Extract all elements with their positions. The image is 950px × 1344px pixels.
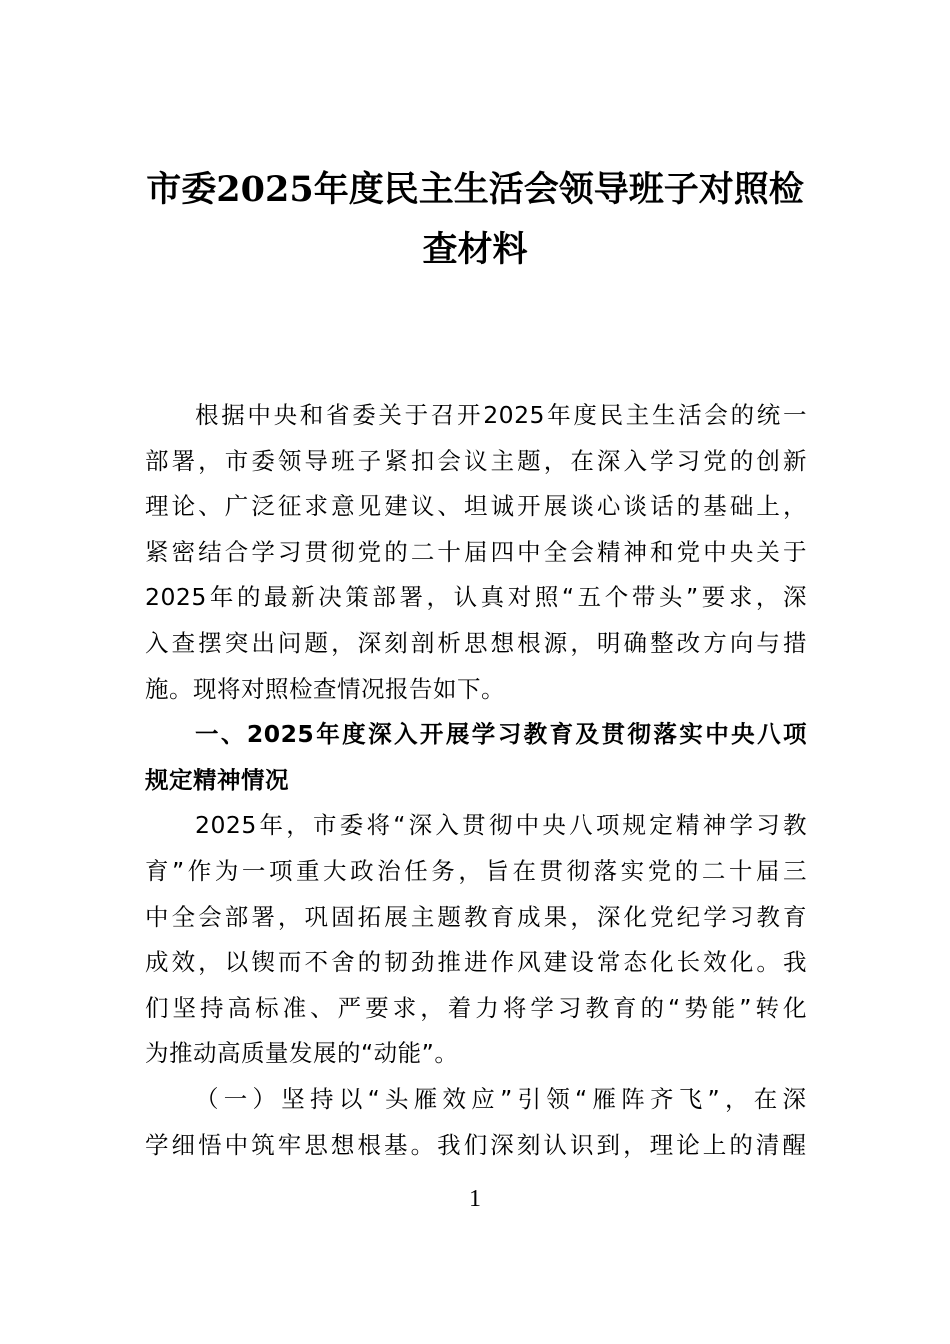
paragraph-1-line-1: 根据中央和省委关于召开2025年度民主生活会的统一 bbox=[195, 401, 807, 429]
section-heading-line-1: 一、2025年度深入开展学习教育及贯彻落实中央八项 bbox=[195, 720, 807, 749]
paragraph-1-line-2: 部署，市委领导班子紧扣会议主题，在深入学习党的创新 bbox=[145, 446, 807, 475]
document-title bbox=[140, 160, 810, 280]
paragraph-2-line-5: 们坚持高标准、严要求，着力将学习教育的“势能”转化 bbox=[145, 993, 807, 1022]
paragraph-2-line-2: 育”作为一项重大政治任务，旨在贯彻落实党的二十届三 bbox=[145, 856, 807, 885]
page-number: 1 bbox=[469, 1186, 481, 1212]
paragraph-1-line-5: 2025年的最新决策部署，认真对照“五个带头”要求，深 bbox=[145, 583, 807, 612]
paragraph-1-line-6: 入查摆突出问题，深刻剖析思想根源，明确整改方向与措 bbox=[145, 628, 807, 657]
title-line-1: 市委2025年度民主生活会领导班子对照检 bbox=[146, 169, 804, 210]
section-heading-line-2: 规定精神情况 bbox=[145, 765, 289, 794]
paragraph-2-line-6: 为推动高质量发展的“动能”。 bbox=[145, 1039, 459, 1068]
paragraph-2-line-3: 中全会部署，巩固拓展主题教育成果，深化党纪学习教育 bbox=[145, 902, 807, 931]
subsection-line-1: （一）坚持以“头雁效应”引领“雁阵齐飞”，在深 bbox=[195, 1084, 807, 1113]
paragraph-1-line-3: 理论、广泛征求意见建议、坦诚开展谈心谈话的基础上， bbox=[145, 492, 807, 521]
title-line-2: 查材料 bbox=[422, 229, 528, 270]
subsection-line-2: 学细悟中筑牢思想根基。我们深刻认识到，理论上的清醒 bbox=[145, 1130, 807, 1159]
paragraph-1-line-4: 紧密结合学习贯彻党的二十届四中全会精神和党中央关于 bbox=[145, 537, 807, 566]
paragraph-2-line-4: 成效，以锲而不舍的韧劲推进作风建设常态化长效化。我 bbox=[145, 948, 807, 977]
paragraph-2-line-1: 2025年，市委将“深入贯彻中央八项规定精神学习教 bbox=[195, 811, 807, 840]
paragraph-1-line-7: 施。现将对照检查情况报告如下。 bbox=[145, 674, 505, 703]
document-body bbox=[145, 393, 807, 1168]
